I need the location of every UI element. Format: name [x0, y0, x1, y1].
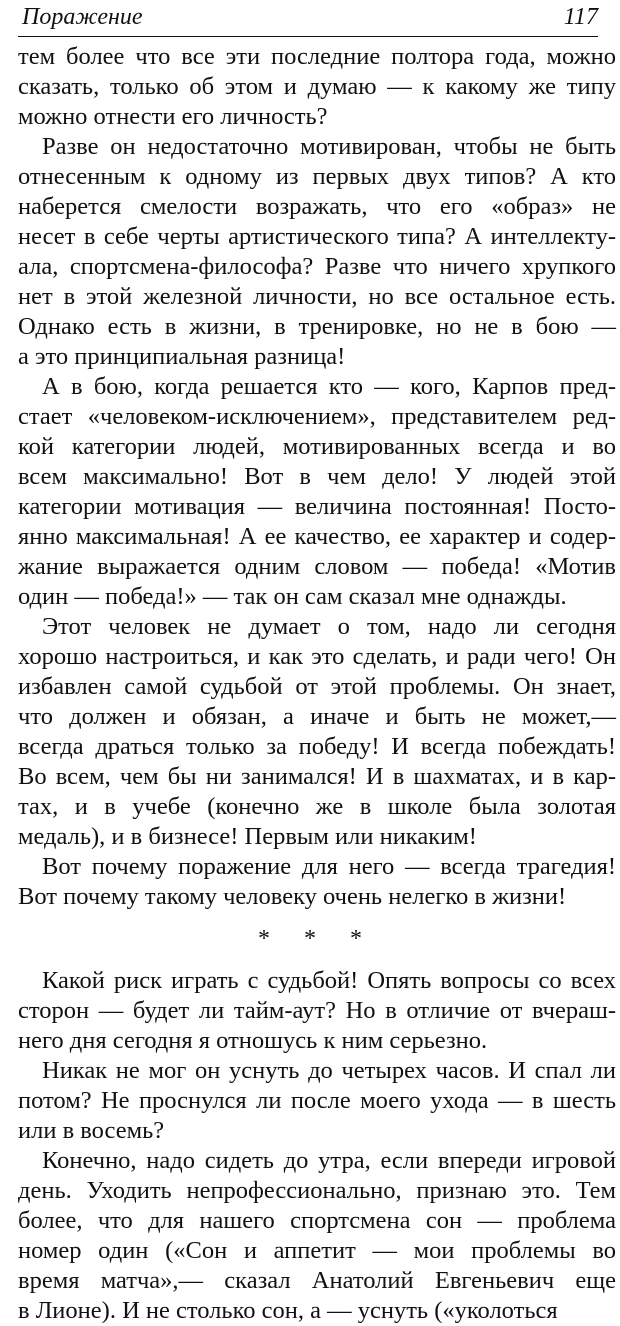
text-line: кой категории людей, мотивированных всегда и во	[18, 433, 616, 460]
text-line: янно максимальная! А ее качество, ее характер и содер-	[18, 523, 616, 550]
paragraph	[18, 612, 616, 852]
text-line: один — победа!» — так он сам сказал мне однажды.	[18, 583, 567, 610]
text-line: хорошо настроиться, и как это сделать, и ради чего! Он	[18, 643, 616, 670]
text-line: всем максимально! Вот в чем дело! У людей этой	[18, 463, 616, 490]
text-line: более, что для нашего спортсмена сон — проблема	[18, 1207, 616, 1234]
running-header	[18, 0, 598, 37]
page-number: 117	[563, 4, 598, 30]
text-line: жание выражается одним словом — победа! «Мотив	[18, 553, 616, 580]
paragraph	[18, 372, 616, 612]
text-line: избавлен самой судьбой от этой проблемы. Он знает,	[18, 673, 616, 700]
paragraphs-after-break	[18, 966, 616, 1326]
text-line: всегда драться только за победу! И всегда побеждать!	[18, 733, 616, 760]
text-line: сторон — будет ли тайм-аут? Но в отличие от вчераш-	[18, 997, 616, 1024]
section-separator: * * *	[258, 926, 376, 952]
text-line: тем более что все эти последние полтора года, можно	[18, 43, 616, 70]
paragraph	[18, 966, 616, 1056]
text-line: номер один («Сон и аппетит — мои проблемы во	[18, 1237, 616, 1264]
text-line: него дня сегодня я отношусь к ним серьезно.	[18, 1027, 488, 1054]
text-line: сказать, только об этом и думаю — к какому же типу	[18, 73, 616, 100]
text-line: медаль), и в бизнесе! Первым или никаким!	[18, 823, 477, 850]
paragraph	[18, 132, 616, 372]
text-line: Конечно, надо сидеть до утра, если впереди игровой	[42, 1147, 616, 1174]
text-line: Разве он недостаточно мотивирован, чтобы не быть	[42, 133, 616, 160]
text-line: А в бою, когда решается кто — кого, Карпов пред-	[42, 373, 616, 400]
paragraphs-before-break	[18, 42, 616, 912]
text-line: день. Уходить непрофессионально, признаю это. Тем	[18, 1177, 616, 1204]
page-body	[18, 42, 616, 1326]
text-line: Вот почему поражение для него — всегда трагедия!	[42, 853, 616, 880]
text-line: нет в этой железной личности, но все остальное есть.	[18, 283, 616, 310]
text-line: наберется смелости возражать, что его «образ» не	[18, 193, 616, 220]
paragraph	[18, 852, 616, 912]
text-line: несет в себе черты артистического типа? А интеллекту-	[18, 223, 616, 250]
text-line: Однако есть в жизни, в тренировке, но не в бою —	[18, 313, 616, 340]
chapter-title: Поражение	[22, 4, 143, 30]
text-line: что должен и обязан, а иначе и быть не может,—	[18, 703, 616, 730]
paragraph	[18, 1056, 616, 1146]
text-line: ала, спортсмена-философа? Разве что ничего хрупкого	[18, 253, 616, 280]
text-line: тах, и в учебе (конечно же в школе была золотая	[18, 793, 616, 820]
text-line: а это принципиальная разница!	[18, 343, 346, 370]
paragraph	[18, 1146, 616, 1326]
text-line: Какой риск играть с судьбой! Опять вопросы со всех	[42, 967, 616, 994]
text-line: время матча»,— сказал Анатолий Евгеньевич еще	[18, 1267, 616, 1294]
text-line: стает «человеком-исключением», представителем ред-	[18, 403, 616, 430]
text-line: Вот почему такому человеку очень нелегко в жизни!	[18, 883, 567, 910]
text-line: категории мотивация — величина постоянная! Посто-	[18, 493, 616, 520]
text-line: Никак не мог он уснуть до четырех часов. И спал ли	[42, 1057, 616, 1084]
text-line: потом? Не проснулся ли после моего ухода — в шесть	[18, 1087, 616, 1114]
text-line: можно отнести его личность?	[18, 103, 328, 130]
text-line: Во всем, чем бы ни занимался! И в шахматах, и в кар-	[18, 763, 616, 790]
text-line: отнесенным к одному из первых двух типов? А кто	[18, 163, 616, 190]
text-line: в Лионе). И не столько сон, а — уснуть («уколоться	[18, 1297, 558, 1324]
text-line: или в восемь?	[18, 1117, 165, 1144]
text-line: Этот человек не думает о том, надо ли сегодня	[42, 613, 616, 640]
paragraph	[18, 42, 616, 132]
